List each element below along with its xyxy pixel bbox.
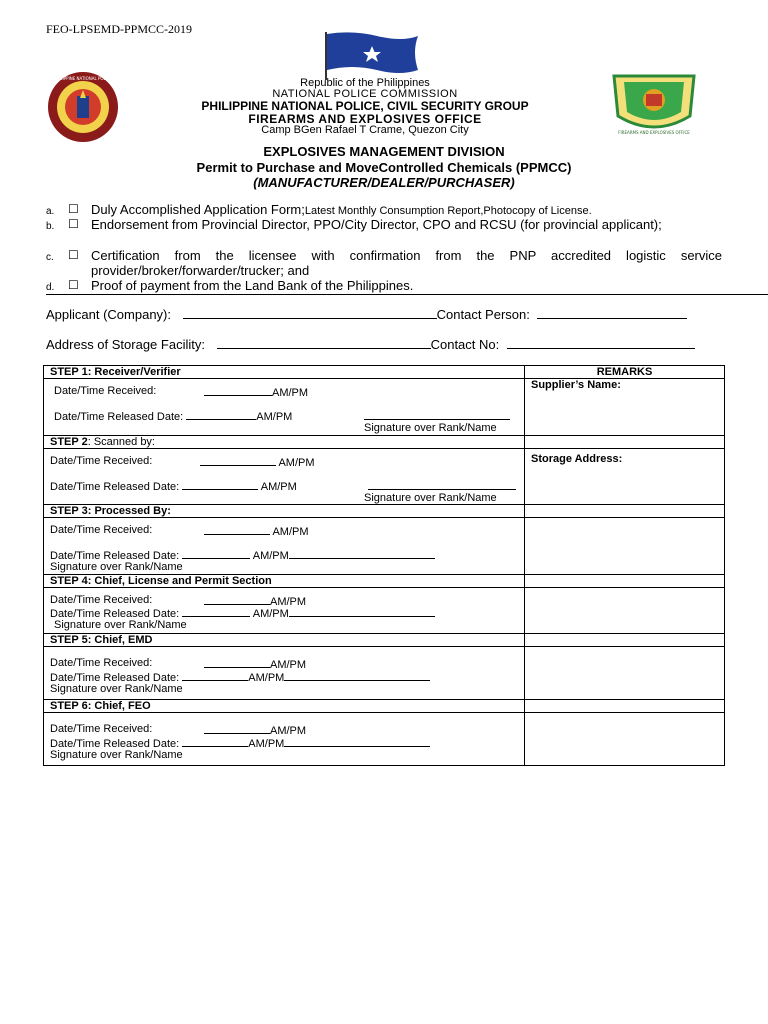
feo-seal-logo (602, 70, 706, 140)
remarks-header: REMARKS (525, 366, 725, 379)
step-header: STEP 3: Processed By: (44, 505, 525, 518)
requirement-letter: d. (46, 282, 55, 293)
received-time-input[interactable] (200, 455, 276, 466)
released-time-input[interactable] (182, 670, 248, 681)
pnp-seal-logo (46, 70, 120, 144)
pnp-logo-text: PHILIPPINE NATIONAL POLICE (53, 76, 113, 81)
header-pnp: PHILIPPINE NATIONAL POLICE, CIVIL SECURITY GROUP (201, 99, 529, 113)
permit-title: Permit to Purchase and MoveControlled Chemicals (PPMCC) (196, 160, 572, 175)
checkbox-c[interactable]: ☐ (68, 248, 79, 262)
ampm-label: AM/PM (256, 411, 293, 423)
applicant-row (46, 306, 726, 322)
date-received-label: Date/Time Received: (54, 385, 157, 397)
date-received-label: Date/Time Received: (50, 657, 153, 669)
requirement-d (46, 278, 722, 293)
ampm-label: AM/PM (272, 387, 309, 399)
received-time-input[interactable] (204, 657, 270, 668)
storage-input[interactable] (217, 336, 431, 349)
ampm-label: AM/PM (252, 550, 289, 562)
signature-label: Signature over Rank/Name (50, 683, 183, 695)
checkbox-a[interactable]: ☐ (68, 202, 79, 216)
requirement-text: Endorsement from Provincial Director, PPO/City Director, CPO and RCSU (for provincial applicant); (91, 217, 662, 232)
step-header: STEP 1: Receiver/Verifier (44, 366, 525, 379)
requirement-text: Duly Accomplished Application Form; (91, 202, 305, 217)
signature-label: Signature over Rank/Name (50, 749, 183, 761)
checkbox-b[interactable]: ☐ (68, 217, 79, 231)
step-3-body (44, 518, 525, 575)
signature-label: Signature over Rank/Name (364, 492, 497, 504)
contact-person-input[interactable] (537, 306, 687, 319)
requirement-small-text: Latest Monthly Consumption Report,Photocopy of License. (304, 205, 592, 217)
contact-person-label: Contact Person: (436, 307, 530, 322)
date-received-label: Date/Time Received: (50, 594, 153, 606)
date-received-label: Date/Time Received: (50, 723, 153, 735)
ampm-label: AM/PM (270, 596, 307, 608)
requirement-text: Certification from the licensee with confirmation from the PNP accredited logistic service provider/broker/forwarder/trucker; and (91, 248, 722, 278)
requirement-letter: b. (46, 221, 55, 232)
signature-line[interactable] (284, 736, 430, 747)
received-time-input[interactable] (204, 524, 270, 535)
contact-no-input[interactable] (507, 336, 695, 349)
division-title: EXPLOSIVES MANAGEMENT DIVISION (263, 144, 505, 159)
step-4-body (44, 588, 525, 634)
requirement-b (46, 217, 722, 232)
step-header: STEP 2: Scanned by: (44, 436, 525, 449)
signature-line[interactable] (289, 548, 435, 559)
step-2-body (44, 449, 525, 505)
released-time-input[interactable] (182, 548, 250, 559)
received-time-input[interactable] (204, 723, 270, 734)
date-released-label: Date/Time Released Date: (50, 608, 180, 620)
separator-line (46, 294, 768, 295)
released-time-input[interactable] (182, 736, 248, 747)
date-released-label: Date/Time Released Date: (50, 550, 180, 562)
ampm-label: AM/PM (260, 481, 297, 493)
signature-label: Signature over Rank/Name (50, 561, 183, 573)
requirement-letter: a. (46, 206, 55, 217)
ampm-label: AM/PM (248, 672, 285, 684)
permit-subtitle: (MANUFACTURER/DEALER/PURCHASER) (253, 175, 515, 190)
date-received-label: Date/Time Received: (50, 455, 153, 467)
step-1-body (44, 379, 525, 436)
signature-line[interactable] (364, 409, 510, 420)
ampm-label: AM/PM (248, 738, 285, 750)
applicant-input[interactable] (183, 306, 437, 319)
received-time-input[interactable] (204, 385, 272, 396)
storage-address-cell: Storage Address: (525, 449, 725, 505)
header-republic: Republic of the Philippines (300, 77, 430, 89)
flag-icon (322, 30, 422, 80)
ampm-label: AM/PM (270, 725, 307, 737)
step-header: STEP 4: Chief, License and Permit Section (44, 575, 525, 588)
received-time-input[interactable] (204, 594, 270, 605)
date-released-label: Date/Time Released Date: (50, 738, 180, 750)
contact-no-label: Contact No: (430, 337, 500, 352)
requirement-letter: c. (46, 252, 54, 263)
date-released-label: Date/Time Released Date: (50, 672, 180, 684)
step-header: STEP 5: Chief, EMD (44, 634, 525, 647)
date-received-label: Date/Time Received: (50, 524, 153, 536)
released-time-input[interactable] (182, 606, 250, 617)
applicant-label: Applicant (Company): (46, 307, 171, 322)
ampm-label: AM/PM (278, 457, 315, 469)
requirement-c (46, 248, 722, 278)
date-released-label: Date/Time Released Date: (50, 481, 180, 493)
header-napolcom: NATIONAL POLICE COMMISSION (272, 88, 458, 100)
step-header: STEP 6: Chief, FEO (44, 700, 525, 713)
signature-label: Signature over Rank/Name (364, 422, 497, 434)
step-5-body (44, 647, 525, 700)
header-feo: FIREARMS AND EXPLOSIVES OFFICE (248, 112, 482, 126)
storage-label: Address of Storage Facility: (46, 337, 205, 352)
signature-line[interactable] (284, 670, 430, 681)
storage-row (46, 336, 726, 352)
feo-logo-text: FIREARMS AND EXPLOSIVES OFFICE (618, 130, 690, 135)
steps-table (43, 365, 725, 766)
header-camp: Camp BGen Rafael T Crame, Quezon City (261, 124, 469, 136)
date-released-label: Date/Time Released Date: (54, 411, 184, 423)
requirement-text: Proof of payment from the Land Bank of the Philippines. (91, 278, 414, 293)
signature-line[interactable] (289, 606, 435, 617)
form-code: FEO-LPSEMD-PPMCC-2019 (46, 22, 193, 36)
released-time-input[interactable] (182, 479, 258, 490)
checkbox-d[interactable]: ☐ (68, 278, 79, 292)
ampm-label: AM/PM (270, 659, 307, 671)
released-time-input[interactable] (186, 409, 256, 420)
ampm-label: AM/PM (252, 608, 289, 620)
signature-line[interactable] (368, 479, 516, 490)
step-6-body (44, 713, 525, 766)
signature-label: Signature over Rank/Name (54, 619, 187, 631)
supplier-name-cell: Supplier’s Name: (525, 379, 725, 436)
ampm-label: AM/PM (272, 526, 309, 538)
